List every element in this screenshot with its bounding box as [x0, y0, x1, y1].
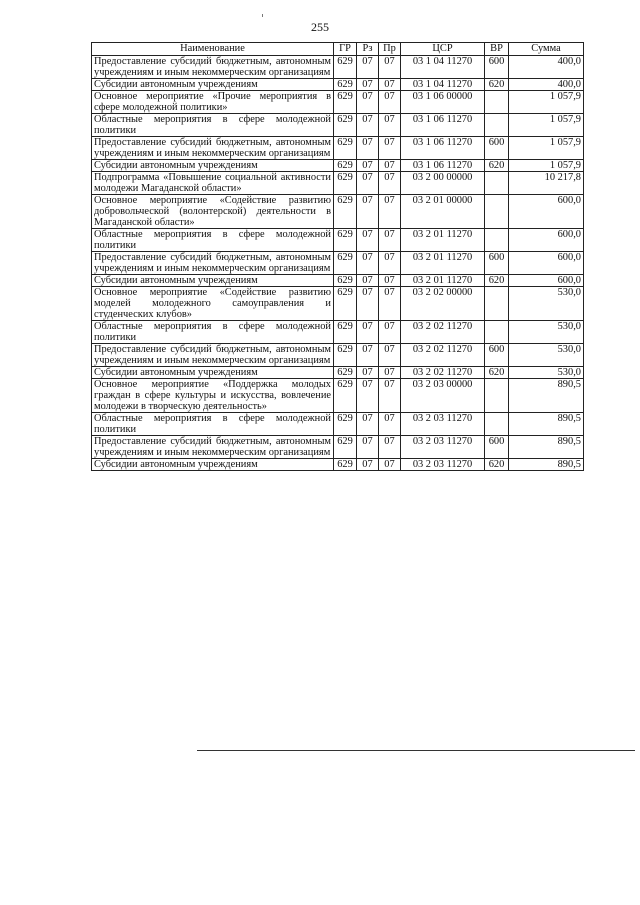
cell-rz: 07 [357, 79, 379, 91]
page-number: 255 [311, 20, 329, 34]
cell-vr: 620 [485, 79, 509, 91]
cell-csr: 03 1 04 11270 [401, 79, 485, 91]
cell-pr: 07 [379, 91, 401, 114]
table-row [92, 252, 584, 275]
cell-gr: 629 [334, 137, 357, 160]
table-row [92, 367, 584, 379]
cell-rz: 07 [357, 436, 379, 459]
cell-name: Предоставление субсидий бюджетным, автономным учреждениям и иным некоммерческим организациям [92, 344, 334, 367]
cell-csr: 03 2 00 00000 [401, 172, 485, 195]
cell-gr: 629 [334, 287, 357, 321]
cell-pr: 07 [379, 379, 401, 413]
cell-gr: 629 [334, 229, 357, 252]
cell-vr [485, 413, 509, 436]
cell-vr: 620 [485, 367, 509, 379]
cell-gr: 629 [334, 56, 357, 79]
cell-pr: 07 [379, 321, 401, 344]
header-pr: Пр [379, 43, 401, 56]
cell-name: Областные мероприятия в сфере молодежной политики [92, 229, 334, 252]
cell-rz: 07 [357, 379, 379, 413]
cell-rz: 07 [357, 367, 379, 379]
scan-mark [262, 14, 263, 17]
header-gr: ГР [334, 43, 357, 56]
cell-csr: 03 2 03 00000 [401, 379, 485, 413]
header-csr: ЦСР [401, 43, 485, 56]
cell-sum: 530,0 [509, 287, 584, 321]
cell-vr: 600 [485, 344, 509, 367]
cell-vr [485, 321, 509, 344]
header-vr: ВР [485, 43, 509, 56]
cell-rz: 07 [357, 344, 379, 367]
cell-sum: 600,0 [509, 252, 584, 275]
cell-vr: 620 [485, 459, 509, 471]
cell-rz: 07 [357, 172, 379, 195]
cell-pr: 07 [379, 229, 401, 252]
cell-gr: 629 [334, 79, 357, 91]
cell-pr: 07 [379, 195, 401, 229]
cell-rz: 07 [357, 413, 379, 436]
cell-sum: 1 057,9 [509, 160, 584, 172]
cell-rz: 07 [357, 137, 379, 160]
cell-name: Предоставление субсидий бюджетным, автономным учреждениям и иным некоммерческим организациям [92, 137, 334, 160]
cell-vr: 600 [485, 137, 509, 160]
table-body [92, 56, 584, 471]
cell-gr: 629 [334, 91, 357, 114]
cell-rz: 07 [357, 252, 379, 275]
table-row [92, 137, 584, 160]
cell-sum: 890,5 [509, 379, 584, 413]
cell-pr: 07 [379, 160, 401, 172]
cell-sum: 1 057,9 [509, 114, 584, 137]
cell-vr: 600 [485, 56, 509, 79]
cell-sum: 890,5 [509, 459, 584, 471]
page-divider [197, 750, 635, 751]
header-name: Наименование [92, 43, 334, 56]
cell-gr: 629 [334, 195, 357, 229]
cell-rz: 07 [357, 91, 379, 114]
cell-sum: 400,0 [509, 56, 584, 79]
cell-csr: 03 2 03 11270 [401, 436, 485, 459]
cell-csr: 03 2 01 00000 [401, 195, 485, 229]
table-row [92, 459, 584, 471]
cell-csr: 03 2 01 11270 [401, 252, 485, 275]
cell-name: Субсидии автономным учреждениям [92, 459, 334, 471]
cell-sum: 530,0 [509, 321, 584, 344]
cell-gr: 629 [334, 252, 357, 275]
cell-sum: 600,0 [509, 195, 584, 229]
cell-name: Основное мероприятие «Содействие развитию добровольческой (волонтерской) деятельности в Магаданской области» [92, 195, 334, 229]
table-row [92, 114, 584, 137]
cell-csr: 03 2 01 11270 [401, 229, 485, 252]
cell-sum: 600,0 [509, 275, 584, 287]
table-row [92, 195, 584, 229]
cell-gr: 629 [334, 160, 357, 172]
cell-vr [485, 287, 509, 321]
cell-name: Предоставление субсидий бюджетным, автономным учреждениям и иным некоммерческим организациям [92, 56, 334, 79]
cell-vr: 600 [485, 252, 509, 275]
table-row [92, 287, 584, 321]
cell-name: Основное мероприятие «Содействие развитию моделей молодежного самоуправления и студенческих клубов» [92, 287, 334, 321]
cell-sum: 400,0 [509, 79, 584, 91]
cell-vr [485, 379, 509, 413]
cell-sum: 1 057,9 [509, 91, 584, 114]
cell-pr: 07 [379, 436, 401, 459]
cell-pr: 07 [379, 367, 401, 379]
table-row [92, 413, 584, 436]
cell-pr: 07 [379, 56, 401, 79]
cell-name: Субсидии автономным учреждениям [92, 160, 334, 172]
table-row [92, 344, 584, 367]
table-row [92, 91, 584, 114]
cell-csr: 03 2 02 11270 [401, 367, 485, 379]
table-row [92, 379, 584, 413]
cell-gr: 629 [334, 379, 357, 413]
cell-gr: 629 [334, 114, 357, 137]
cell-name: Областные мероприятия в сфере молодежной политики [92, 114, 334, 137]
cell-vr: 600 [485, 436, 509, 459]
cell-sum: 10 217,8 [509, 172, 584, 195]
cell-name: Основное мероприятие «Прочие мероприятия в сфере молодежной политики» [92, 91, 334, 114]
cell-csr: 03 2 01 11270 [401, 275, 485, 287]
cell-name: Предоставление субсидий бюджетным, автономным учреждениям и иным некоммерческим организациям [92, 436, 334, 459]
cell-rz: 07 [357, 229, 379, 252]
table-row [92, 229, 584, 252]
cell-pr: 07 [379, 114, 401, 137]
cell-rz: 07 [357, 114, 379, 137]
cell-rz: 07 [357, 321, 379, 344]
cell-gr: 629 [334, 321, 357, 344]
cell-rz: 07 [357, 195, 379, 229]
table-row [92, 275, 584, 287]
table-header-row [92, 43, 584, 56]
cell-csr: 03 2 02 11270 [401, 321, 485, 344]
cell-csr: 03 2 02 11270 [401, 344, 485, 367]
cell-pr: 07 [379, 287, 401, 321]
cell-name: Областные мероприятия в сфере молодежной политики [92, 413, 334, 436]
cell-name: Основное мероприятие «Поддержка молодых граждан в сфере культуры и искусства, вовлечение молодежи в творческую деятельность» [92, 379, 334, 413]
cell-rz: 07 [357, 287, 379, 321]
cell-gr: 629 [334, 367, 357, 379]
cell-csr: 03 1 06 11270 [401, 160, 485, 172]
cell-vr [485, 91, 509, 114]
cell-pr: 07 [379, 252, 401, 275]
cell-name: Предоставление субсидий бюджетным, автономным учреждениям и иным некоммерческим организациям [92, 252, 334, 275]
cell-vr: 620 [485, 275, 509, 287]
cell-gr: 629 [334, 436, 357, 459]
cell-sum: 530,0 [509, 367, 584, 379]
cell-rz: 07 [357, 275, 379, 287]
cell-sum: 600,0 [509, 229, 584, 252]
table-row [92, 321, 584, 344]
cell-gr: 629 [334, 172, 357, 195]
table-row [92, 56, 584, 79]
cell-sum: 1 057,9 [509, 137, 584, 160]
table-row [92, 160, 584, 172]
cell-sum: 890,5 [509, 413, 584, 436]
cell-csr: 03 2 02 00000 [401, 287, 485, 321]
cell-vr: 620 [485, 160, 509, 172]
cell-rz: 07 [357, 56, 379, 79]
cell-csr: 03 1 04 11270 [401, 56, 485, 79]
cell-vr [485, 114, 509, 137]
cell-csr: 03 2 03 11270 [401, 413, 485, 436]
cell-gr: 629 [334, 413, 357, 436]
cell-sum: 530,0 [509, 344, 584, 367]
table-row [92, 79, 584, 91]
cell-gr: 629 [334, 275, 357, 287]
cell-name: Областные мероприятия в сфере молодежной политики [92, 321, 334, 344]
cell-rz: 07 [357, 160, 379, 172]
cell-pr: 07 [379, 172, 401, 195]
header-sum: Сумма [509, 43, 584, 56]
cell-pr: 07 [379, 413, 401, 436]
budget-table [91, 42, 584, 471]
cell-sum: 890,5 [509, 436, 584, 459]
table-row [92, 172, 584, 195]
cell-csr: 03 2 03 11270 [401, 459, 485, 471]
cell-pr: 07 [379, 344, 401, 367]
cell-csr: 03 1 06 11270 [401, 114, 485, 137]
cell-pr: 07 [379, 459, 401, 471]
cell-gr: 629 [334, 459, 357, 471]
cell-name: Субсидии автономным учреждениям [92, 79, 334, 91]
cell-vr [485, 195, 509, 229]
cell-gr: 629 [334, 344, 357, 367]
cell-name: Подпрограмма «Повышение социальной активности молодежи Магаданской области» [92, 172, 334, 195]
cell-pr: 07 [379, 79, 401, 91]
table-row [92, 436, 584, 459]
cell-csr: 03 1 06 11270 [401, 137, 485, 160]
cell-name: Субсидии автономным учреждениям [92, 275, 334, 287]
cell-pr: 07 [379, 137, 401, 160]
cell-vr [485, 229, 509, 252]
cell-name: Субсидии автономным учреждениям [92, 367, 334, 379]
cell-pr: 07 [379, 275, 401, 287]
cell-vr [485, 172, 509, 195]
cell-rz: 07 [357, 459, 379, 471]
header-rz: Рз [357, 43, 379, 56]
cell-csr: 03 1 06 00000 [401, 91, 485, 114]
